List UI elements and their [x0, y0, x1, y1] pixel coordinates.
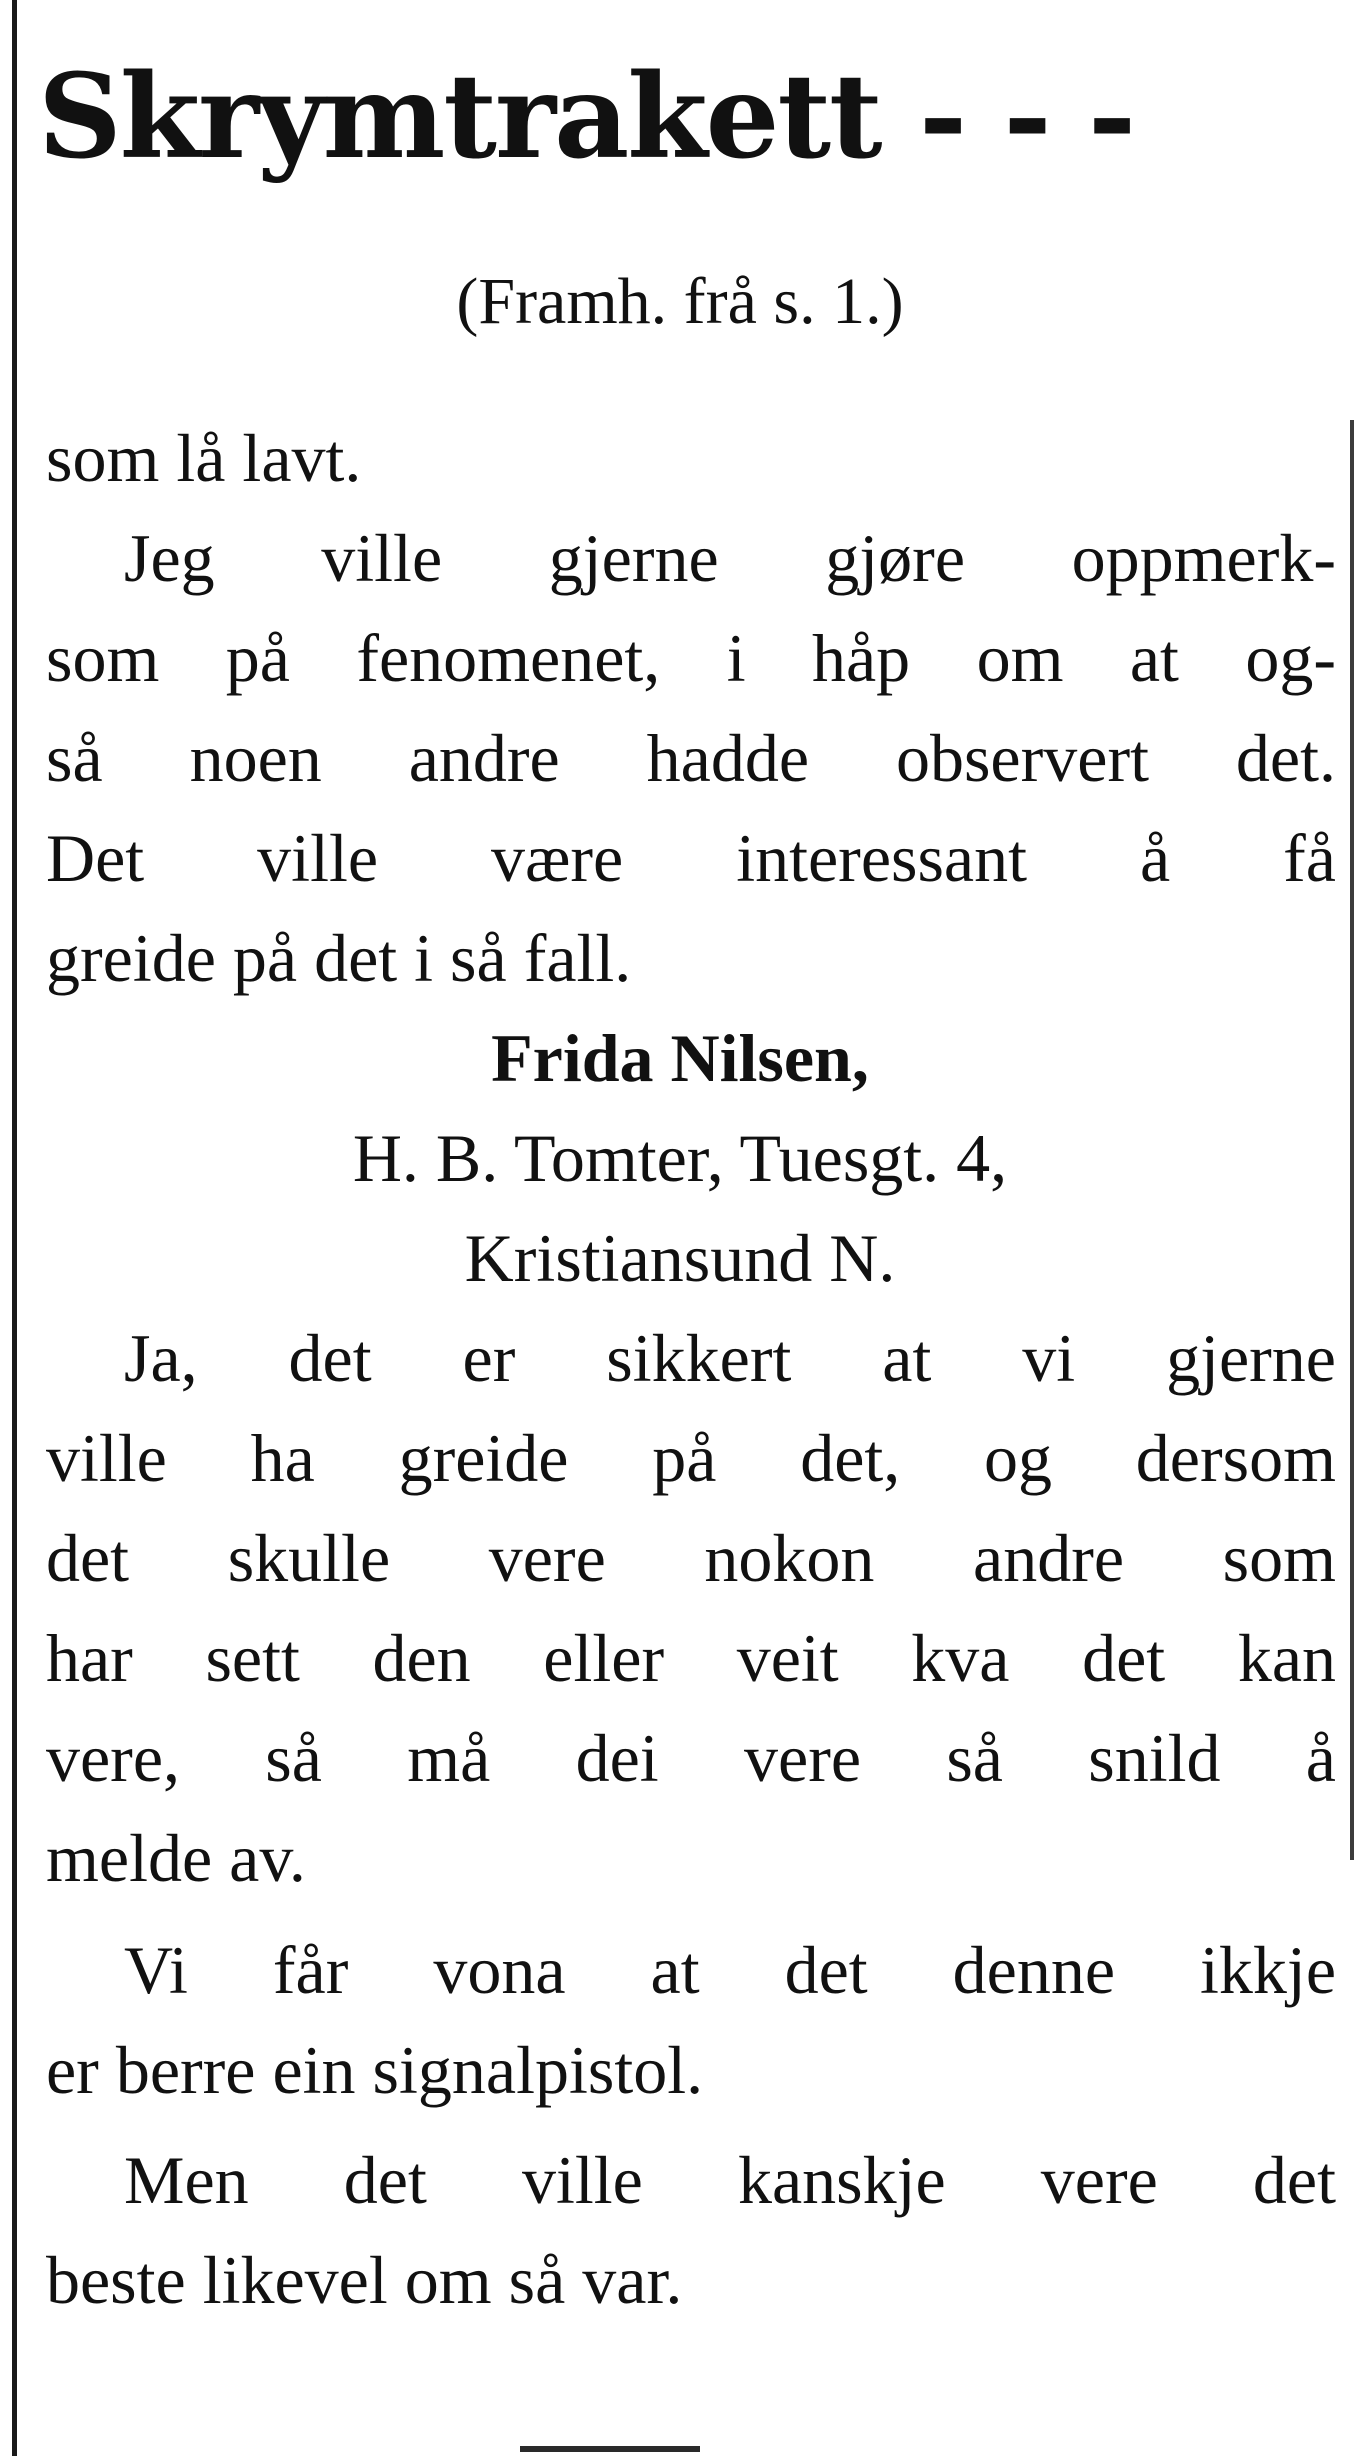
reply-line: det skulle vere nokon andre som: [46, 1520, 1336, 1596]
reply-line: er berre ein signalpistol.: [46, 2032, 704, 2108]
reply-line: beste likevel om så var.: [46, 2242, 683, 2318]
reply-line: Ja, det er sikkert at vi gjerne: [124, 1320, 1336, 1396]
reply-line: Vi får vona at det denne ikkje: [124, 1932, 1336, 2008]
signature-address: H. B. Tomter, Tuesgt. 4,: [352, 1120, 1008, 1196]
reply-line: vere, så må dei vere så snild å: [46, 1720, 1336, 1796]
continuation-note: (Framh. frå s. 1.): [456, 265, 904, 338]
letter-line: som lå lavt.: [46, 420, 362, 496]
reply-line: har sett den eller veit kva det kan: [46, 1620, 1336, 1696]
letter-line: så noen andre hadde observert det.: [46, 720, 1336, 796]
article-title: Skrymtrakett - - -: [38, 49, 1135, 185]
letter-line: Jeg ville gjerne gjøre oppmerk-: [124, 520, 1336, 596]
signature-city: Kristiansund N.: [464, 1220, 896, 1296]
letter-line: greide på det i så fall.: [46, 920, 632, 996]
letter-line: Det ville være interessant å få: [46, 820, 1336, 896]
signature-name: Frida Nilsen,: [491, 1020, 869, 1096]
reply-line: Men det ville kanskje vere det: [124, 2142, 1336, 2218]
reply-line: ville ha greide på det, og dersom: [46, 1420, 1336, 1496]
column-end-rule: [520, 2446, 700, 2452]
reply-line: melde av.: [46, 1820, 306, 1896]
letter-line: som på fenomenet, i håp om at og-: [46, 620, 1336, 696]
